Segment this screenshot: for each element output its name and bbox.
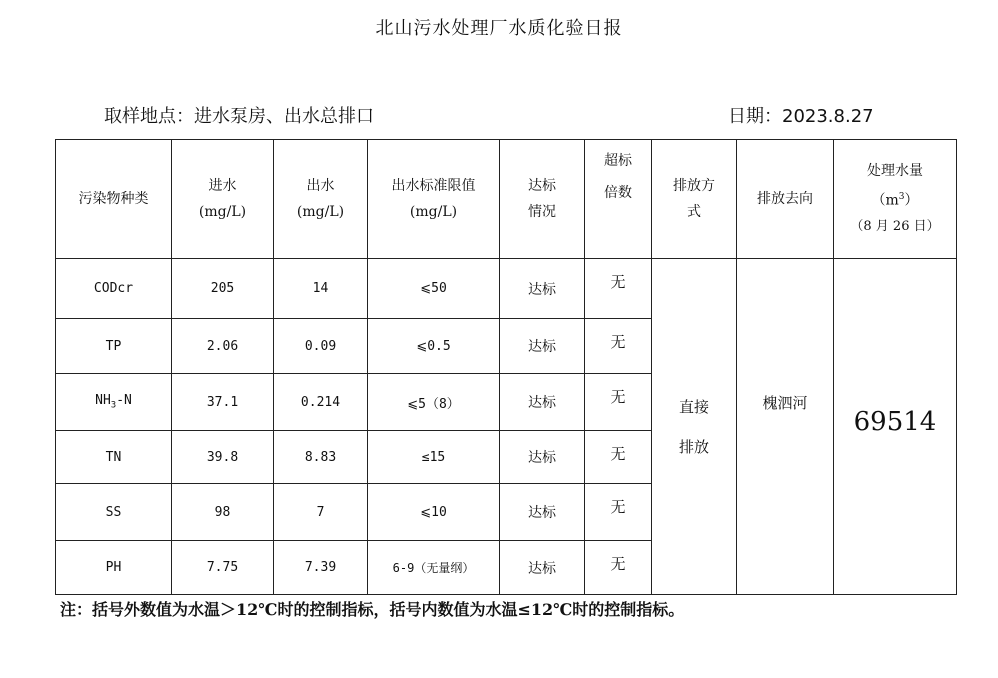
influent-cell: 39.8 bbox=[172, 431, 274, 484]
influent-cell: 2.06 bbox=[172, 319, 274, 374]
effluent-cell: 8.83 bbox=[274, 431, 368, 484]
header-limit: 出水标准限值 (mg/L) bbox=[368, 140, 500, 259]
header-discharge-mode: 排放方 式 bbox=[652, 140, 737, 259]
treated-volume-cell: 69514 bbox=[834, 259, 957, 595]
exceed-cell: 无 bbox=[585, 259, 652, 319]
exceed-cell: 无 bbox=[585, 541, 652, 595]
limit-cell: ⩽10 bbox=[368, 484, 500, 541]
exceed-cell: 无 bbox=[585, 431, 652, 484]
report-date: 日期：2023.8.27 bbox=[728, 106, 874, 127]
influent-cell: 37.1 bbox=[172, 374, 274, 431]
header-treated-volume: 处理水量 $(m^3)$ （8 月 26 日） bbox=[834, 140, 957, 259]
limit-cell: 6-9（无量纲） bbox=[368, 541, 500, 595]
influent-cell: 7.75 bbox=[172, 541, 274, 595]
discharge-direction-cell: 槐泗河 bbox=[737, 259, 834, 595]
limit-cell: ≤15 bbox=[368, 431, 500, 484]
compliance-cell: 达标 bbox=[500, 541, 585, 595]
pollutant-cell: TP bbox=[56, 319, 172, 374]
compliance-cell: 达标 bbox=[500, 374, 585, 431]
header-exceed-multiple: 超标 倍数 bbox=[585, 140, 652, 259]
influent-cell: 98 bbox=[172, 484, 274, 541]
compliance-cell: 达标 bbox=[500, 431, 585, 484]
exceed-cell: 无 bbox=[585, 484, 652, 541]
header-discharge-direction: 排放去向 bbox=[737, 140, 834, 259]
influent-cell: 205 bbox=[172, 259, 274, 319]
header-influent: 进水 (mg/L) bbox=[172, 140, 274, 259]
header-compliance: 达标 情况 bbox=[500, 140, 585, 259]
water-quality-table bbox=[55, 139, 957, 595]
effluent-cell: 7.39 bbox=[274, 541, 368, 595]
pollutant-cell: CODcr bbox=[56, 259, 172, 319]
compliance-cell: 达标 bbox=[500, 484, 585, 541]
limit-cell: ⩽0.5 bbox=[368, 319, 500, 374]
report-title: 北山污水处理厂水质化验日报 bbox=[375, 18, 623, 39]
pollutant-cell: $NH_3-N$ bbox=[56, 374, 172, 431]
effluent-cell: 0.214 bbox=[274, 374, 368, 431]
compliance-cell: 达标 bbox=[500, 319, 585, 374]
effluent-cell: 0.09 bbox=[274, 319, 368, 374]
pollutant-cell: PH bbox=[56, 541, 172, 595]
limit-cell: ⩽50 bbox=[368, 259, 500, 319]
sampling-location: 取样地点：进水泵房、出水总排口 bbox=[104, 106, 374, 127]
header-row bbox=[56, 140, 957, 259]
exceed-cell: 无 bbox=[585, 374, 652, 431]
header-pollutant: 污染物种类 bbox=[56, 140, 172, 259]
footnote: 注：括号外数值为水温＞12℃时的控制指标，括号内数值为水温≤12℃时的控制指标。 bbox=[60, 600, 685, 619]
discharge-mode-cell: 直接 排放 bbox=[652, 259, 737, 595]
header-effluent: 出水 (mg/L) bbox=[274, 140, 368, 259]
pollutant-cell: TN bbox=[56, 431, 172, 484]
limit-cell: ⩽5（8） bbox=[368, 374, 500, 431]
table-row bbox=[56, 259, 957, 319]
effluent-cell: 14 bbox=[274, 259, 368, 319]
effluent-cell: 7 bbox=[274, 484, 368, 541]
compliance-cell: 达标 bbox=[500, 259, 585, 319]
exceed-cell: 无 bbox=[585, 319, 652, 374]
pollutant-cell: SS bbox=[56, 484, 172, 541]
